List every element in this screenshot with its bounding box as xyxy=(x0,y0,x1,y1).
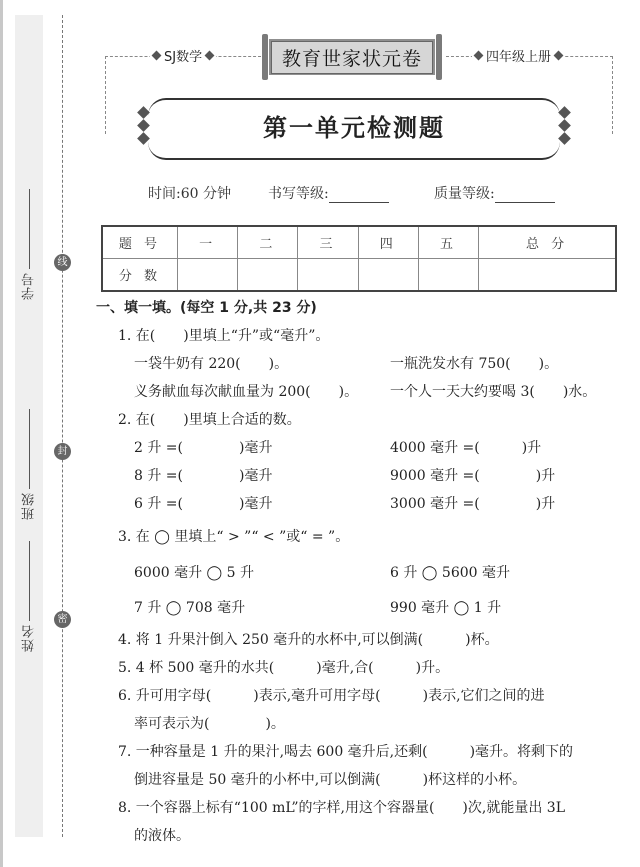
diamond-icon xyxy=(152,51,162,61)
q1-item-1[interactable]: 一袋牛奶有 220( )。 xyxy=(134,356,289,372)
writing-grade xyxy=(268,183,389,203)
score-cell-total[interactable] xyxy=(479,259,616,292)
writing-grade-blank[interactable] xyxy=(329,188,389,203)
scroll-rod-right xyxy=(436,34,442,80)
writing-grade-label: 书写等级: xyxy=(268,186,329,202)
page-title: 第一单元检测题 xyxy=(263,113,445,142)
diamond-icon xyxy=(474,51,484,61)
q3-item-3[interactable]: 7 升 ◯ 708 毫升 xyxy=(134,600,246,616)
q3-item-2[interactable]: 6 升 ◯ 5600 毫升 xyxy=(390,565,511,581)
subject-label xyxy=(150,46,216,65)
brand-title: 教育世家状元卷 xyxy=(271,41,433,74)
diamond-icon xyxy=(554,51,564,61)
q2-item-3[interactable]: 8 升 =( )毫升 xyxy=(134,468,273,484)
quality-grade-label: 质量等级: xyxy=(434,186,495,202)
q8-line-1[interactable]: 8. 一个容器上标有“100 mL”的字样,用这个容器量( )次,就能量出 3L xyxy=(118,800,565,816)
q3-stem: 3. 在 ◯ 里填上“ > ”“ < ”或“ = ”。 xyxy=(118,529,350,545)
brand-scroll xyxy=(262,34,442,80)
section-heading: 一、填一填。(每空 1 分,共 23 分) xyxy=(96,300,317,316)
score-cell-3[interactable] xyxy=(298,259,358,292)
q7-line-2[interactable]: 倒进容量是 50 毫升的小杯中,可以倒满( )杯这样的小杯。 xyxy=(134,772,527,788)
header-part-3: 三 xyxy=(298,226,358,259)
score-cell-4[interactable] xyxy=(358,259,418,292)
q8-line-2: 的液体。 xyxy=(134,828,190,844)
q5[interactable]: 5. 4 杯 500 毫升的水共( )毫升,合( )升。 xyxy=(118,660,450,676)
page-edge xyxy=(0,0,3,867)
header-part-4: 四 xyxy=(358,226,418,259)
q1-item-4[interactable]: 一个人一天大约要喝 3( )水。 xyxy=(390,384,597,400)
diamond-icon xyxy=(205,51,215,61)
q2-item-4[interactable]: 9000 毫升 =( )升 xyxy=(390,468,556,484)
quality-grade-blank[interactable] xyxy=(495,188,555,203)
name-field[interactable] xyxy=(17,532,41,652)
quality-grade xyxy=(434,183,555,203)
q2-stem: 2. 在( )里填上合适的数。 xyxy=(118,412,301,428)
cut-line xyxy=(62,15,63,837)
class-label: 班级 xyxy=(21,492,37,520)
diamond-stack-right xyxy=(560,108,569,143)
q6-line-1[interactable]: 6. 升可用字母( )表示,毫升可用字母( )表示,它们之间的进 xyxy=(118,688,545,704)
name-label: 姓名 xyxy=(21,624,37,652)
class-field[interactable] xyxy=(17,395,41,520)
header-part-2: 二 xyxy=(238,226,298,259)
q2-item-5[interactable]: 6 升 =( )毫升 xyxy=(134,496,273,512)
seal-seal-icon: 封 xyxy=(54,443,71,460)
score-table xyxy=(101,225,617,292)
score-table-header xyxy=(102,226,616,259)
header-part-1: 一 xyxy=(178,226,238,259)
score-cell-1[interactable] xyxy=(178,259,238,292)
subject-text: SJ数学 xyxy=(164,50,203,65)
header-question-no: 题 号 xyxy=(102,226,178,259)
q4[interactable]: 4. 将 1 升果汁倒入 250 毫升的水杯中,可以倒满( )杯。 xyxy=(118,632,499,648)
score-cell-2[interactable] xyxy=(238,259,298,292)
q1-stem: 1. 在( )里填上“升”或“毫升”。 xyxy=(118,328,330,344)
scroll-rod-left xyxy=(262,34,268,80)
score-table-row xyxy=(102,259,616,292)
student-id-blank[interactable] xyxy=(29,189,30,269)
q3-item-1[interactable]: 6000 毫升 ◯ 5 升 xyxy=(134,565,255,581)
time-limit: 时间:60 分钟 xyxy=(148,186,231,202)
q7-line-1[interactable]: 7. 一种容量是 1 升的果汁,喝去 600 毫升后,还剩( )毫升。将剩下的 xyxy=(118,744,574,760)
class-blank[interactable] xyxy=(29,409,30,489)
q6-line-2[interactable]: 率可表示为( )。 xyxy=(134,716,285,732)
diamond-stack-left xyxy=(139,108,148,143)
q3-item-4[interactable]: 990 毫升 ◯ 1 升 xyxy=(390,600,502,616)
score-cell-5[interactable] xyxy=(418,259,478,292)
grade-label xyxy=(472,46,565,65)
q1-item-3[interactable]: 义务献血每次献血量为 200( )。 xyxy=(134,384,359,400)
name-blank[interactable] xyxy=(29,541,30,621)
student-id-field[interactable] xyxy=(17,175,41,300)
seal-line-icon: 线 xyxy=(54,254,71,271)
q1-item-2[interactable]: 一瓶洗发水有 750( )。 xyxy=(390,356,559,372)
header-total: 总 分 xyxy=(479,226,616,259)
q2-item-6[interactable]: 3000 毫升 =( )升 xyxy=(390,496,556,512)
row-label-score: 分 数 xyxy=(102,259,178,292)
student-id-label: 学号 xyxy=(21,272,37,300)
q2-item-2[interactable]: 4000 毫升 =( )升 xyxy=(390,440,542,456)
header-part-5: 五 xyxy=(418,226,478,259)
q2-item-1[interactable]: 2 升 =( )毫升 xyxy=(134,440,273,456)
scroll-body xyxy=(269,39,435,75)
seal-secret-icon: 密 xyxy=(54,611,71,628)
grade-text: 四年级上册 xyxy=(486,50,552,65)
